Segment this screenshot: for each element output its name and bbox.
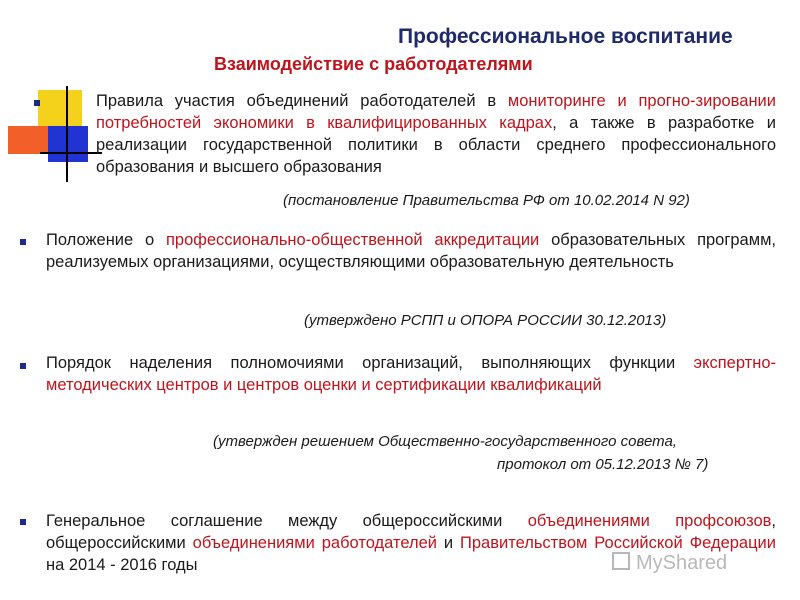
logo-horizontal-line	[40, 152, 102, 154]
logo-blue-square	[48, 126, 88, 162]
item-1-highlight: мониторинге и прогно-зировании потребностей экономики в квалифицированных кадрах	[96, 92, 776, 132]
item-3-highlight: экспертно-методических центров и центров оценки и сертификации квалификаций	[46, 354, 776, 394]
list-item-1	[96, 90, 776, 178]
item-4-text-3: и	[436, 534, 461, 552]
item-4-text-4: на 2014 - 2016 годы	[46, 556, 198, 574]
logo-yellow-square	[38, 90, 82, 126]
item-2-highlight: профессионально-общественной аккредитации	[165, 231, 540, 249]
item-4-text-2: , общероссийскими	[46, 512, 776, 552]
item-1-text: Правила участия объединений работодателей в	[96, 92, 508, 110]
bullet-4	[20, 519, 26, 525]
watermark-icon	[612, 552, 630, 570]
item-1-text-end: , а также в разработке и реализации государственной политики в области среднего профессионального образования и высшего образования	[96, 114, 776, 176]
watermark-text: MyShared	[636, 552, 728, 574]
item-3-source-line-2: протокол от 05.12.2013 № 7)	[497, 456, 709, 473]
bullet-3	[20, 363, 26, 369]
item-2-text: Положение о	[46, 231, 166, 249]
item-2-text-end: образовательных программ, реализуемых организациями, осуществляющими образовательную деятельность	[46, 231, 777, 271]
slide-subtitle: Взаимодействие с работодателями	[214, 54, 533, 74]
logo-vertical-line	[66, 86, 68, 182]
item-4-highlight-2: объединениями работодателей	[192, 534, 437, 552]
item-1-source: (постановление Правительства РФ от 10.02.2014 N 92)	[283, 192, 690, 209]
list-item-2	[46, 229, 776, 273]
watermark	[612, 552, 727, 575]
list-item-3	[46, 352, 776, 396]
slide-title: Профессиональное воспитание	[398, 25, 733, 48]
item-3-source-line-1: (утвержден решением Общественно-государственного совета,	[213, 433, 677, 450]
item-3-text: Порядок наделения полномочиями организаций, выполняющих функции	[46, 354, 694, 372]
item-4-text: Генеральное соглашение между общероссийскими	[46, 512, 528, 530]
decorative-logo	[0, 80, 110, 190]
bullet-2	[20, 239, 26, 245]
item-2-source: (утверждено РСПП и ОПОРА РОССИИ 30.12.2013)	[304, 312, 667, 329]
bullet-1	[34, 100, 40, 106]
logo-red-square	[8, 126, 48, 154]
item-4-highlight-3: Правительством Российской Федерации	[460, 534, 776, 552]
item-4-highlight-1: объединениями профсоюзов	[527, 512, 772, 530]
